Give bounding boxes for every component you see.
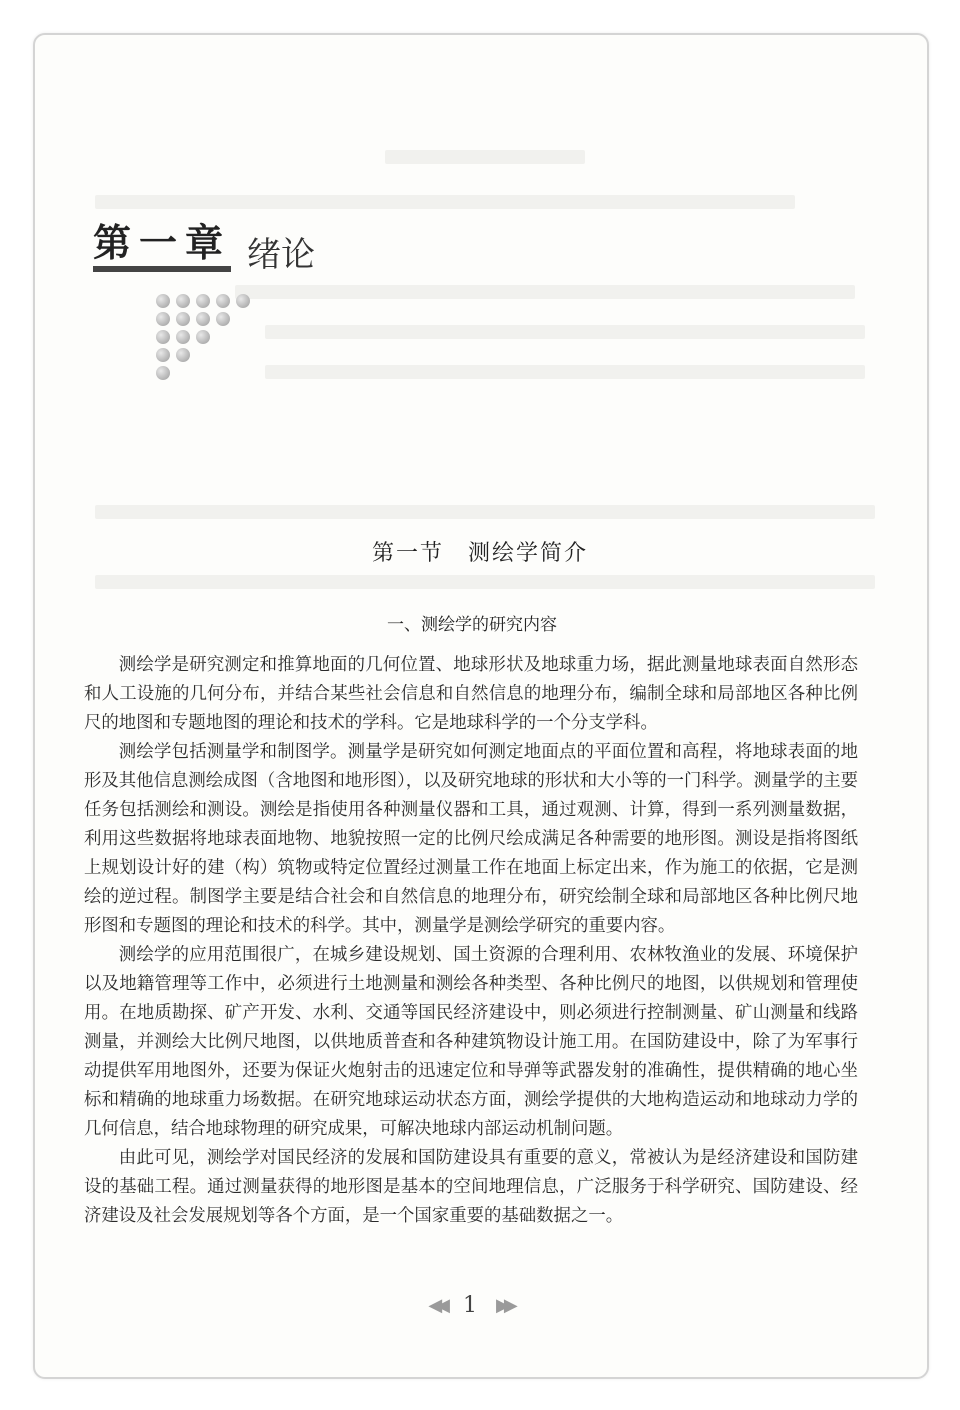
chapter-number: 第一章 — [93, 222, 231, 272]
bleed-through-text — [265, 325, 865, 339]
chapter-name: 绪论 — [247, 235, 316, 275]
subsection-title: 一、测绘学的研究内容 — [387, 615, 557, 635]
page-number: 1 — [463, 1292, 477, 1318]
paragraph: 测绘学是研究测定和推算地面的几何位置、地球形状及地球重力场，据此测量地球表面自然形态和人工设施的几何分布，并结合某些社会信息和自然信息的地理分布，编制全球和局部地区各种比例尺的地图和专题地图的理论和技术的学科。它是地球科学的一个分支学科。 — [84, 655, 858, 733]
section-title: 第一节 测绘学简介 — [371, 541, 588, 566]
bleed-through-text — [385, 150, 585, 164]
bleed-through-text — [95, 195, 795, 209]
paragraph: 由此可见，测绘学对国民经济的发展和国防建设具有重要的意义，常被认为是经济建设和国防建设的基础工程。通过测量获得的地形图是基本的空间地理信息，广泛服务于科学研究、国防建设、经济建设及社会发展规划等各个方面，是一个国家重要的基础数据之一。 — [84, 1148, 858, 1226]
page-footer — [0, 1292, 940, 1318]
bleed-through-text — [265, 365, 865, 379]
double-left-arrow-icon: ◀◀ — [428, 1294, 444, 1316]
bleed-through-text — [235, 285, 855, 299]
bleed-through-text — [95, 505, 875, 519]
body-text — [84, 651, 858, 1231]
paragraph: 测绘学的应用范围很广，在城乡建设规划、国土资源的合理利用、农林牧渔业的发展、环境保护以及地籍管理等工作中，必须进行土地测量和测绘各种类型、各种比例尺的地图，以供规划和管理使用。在地质勘探、矿产开发、水利、交通等国民经济建设中，则必须进行控制测量、矿山测量和线路测量，并测绘大比例尺地图，以供地质普查和各种建筑物设计施工用。在国防建设中，除了为军事行动提供军用地图外，还要为保证火炮射击的迅速定位和导弹等武器发射的准确性，提供精确的地心坐标和精确的地球重力场数据。在研究地球运动状态方面，测绘学提供的大地构造运动和地球动力学的几何信息，结合地球物理的研究成果，可解决地球内部运动机制问题。 — [84, 945, 858, 1139]
paragraph: 测绘学包括测量学和制图学。测量学是研究如何测定地面点的平面位置和高程，将地球表面的地形及其他信息测绘成图（含地图和地形图），以及研究地球的形状和大小等的一门科学。测量学的主要任务包括测绘和测设。测绘是指使用各种测量仪器和工具，通过观测、计算，得到一系列测量数据，利用这些数据将地球表面地物、地貌按照一定的比例尺绘成满足各种需要的地形图。测设是指将图纸上规划设计好的建（构）筑物或特定位置经过测量工作在地面上标定出来，作为施工的依据，它是测绘的逆过程。制图学主要是结合社会和自然信息的地理分布，研究绘制全球和局部地区各种比例尺地形图和专题图的理论和技术的科学。其中，测量学是测绘学研究的重要内容。 — [84, 742, 858, 936]
chapter-heading — [93, 221, 316, 275]
double-right-arrow-icon: ▶▶ — [496, 1294, 512, 1316]
bleed-through-text — [95, 575, 875, 589]
